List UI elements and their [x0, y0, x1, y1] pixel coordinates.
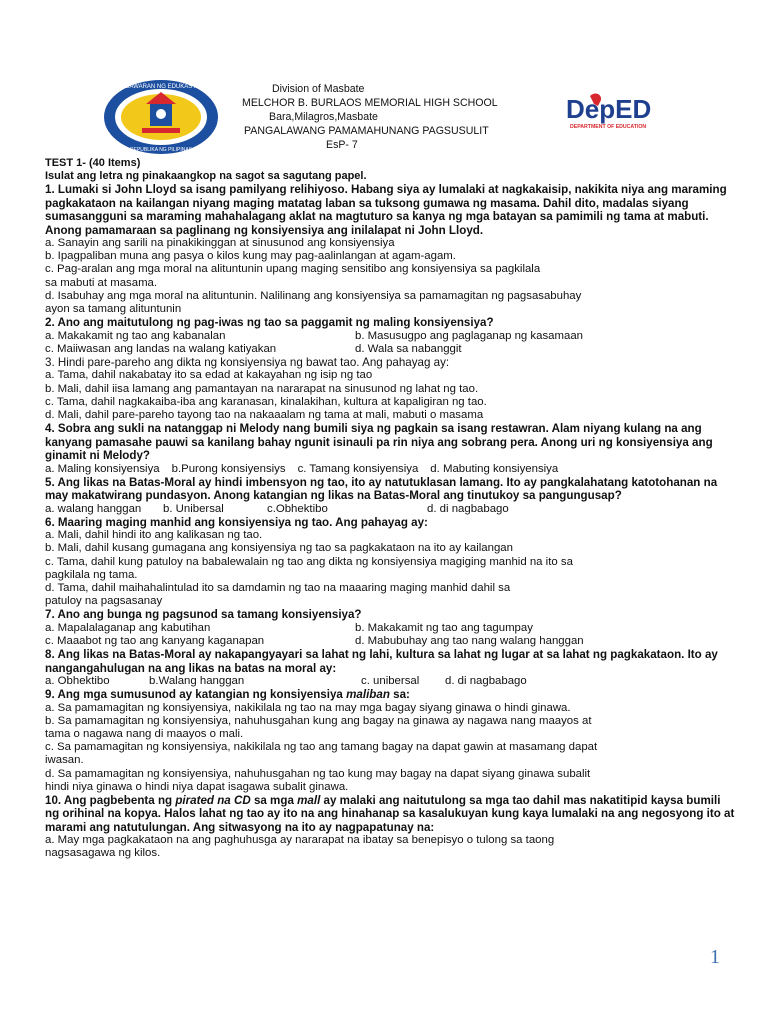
q5-options-row [45, 503, 735, 516]
q2-options-row-2 [45, 343, 735, 356]
question-6: 6. Maaring maging manhid ang konsiyensiya ng tao. Ang pahayag ay: [45, 515, 428, 529]
q1-option-b: b. Ipagpaliban muna ang pasya o kilos kung may pag-aalinlangan at agam-agam. [45, 250, 456, 263]
deped-logo-text: DepED [566, 94, 652, 124]
q5-option-a: a. walang hanggan [45, 502, 142, 515]
question-10 [45, 794, 735, 834]
school-info [242, 82, 542, 152]
q4-option-a: a. Maling konsiyensiya [45, 462, 160, 475]
deped-wordmark-logo [566, 92, 666, 132]
subject-line: EsP- 7 [326, 139, 358, 151]
q10-text-pre: 10. Ang pagbebenta ng [45, 794, 176, 807]
deped-seal-logo [102, 78, 220, 156]
q10-text-emphasis-1: pirated na CD [175, 794, 251, 807]
q9-text-pre: 9. Ang mga sumusunod ay katangian ng konsiyensiya [45, 688, 347, 702]
q9-option-a: a. Sa pamamagitan ng konsiyensiya, nakikilala ng tao na may mga bagay siyang ginawa o hindi ginawa. [45, 701, 571, 714]
q9-option-c-cont: iwasan. [45, 754, 84, 767]
q6-option-d: d. Tama, dahil maihahalintulad ito sa damdamin ng tao na maaaring maging manhid dahil sa [45, 581, 511, 594]
question-9 [45, 688, 735, 701]
q2-option-c: c. Maiiwasan ang landas na walang katiyakan [45, 342, 277, 355]
q4-option-d: d. Mabuting konsiyensiya [430, 462, 559, 475]
q2-option-a: a. Makakamit ng tao ang kabanalan [45, 329, 226, 342]
q7-option-c: c. Maaabot ng tao ang kanyang kaganapan [45, 634, 265, 647]
deped-logo-subtext: DEPARTMENT OF EDUCATION [570, 124, 647, 130]
q2-option-b: b. Masusugpo ang paglaganap ng kasamaan [355, 329, 583, 342]
q7-option-a: a. Mapalalaganap ang kabutihan [45, 621, 211, 634]
q9-option-b-cont: tama o nagawa nang di maayos o mali. [45, 727, 244, 740]
q10-text-emphasis-2: mall [297, 794, 321, 807]
q3-option-c: c. Tama, dahil nagkakaiba-iba ang karanasan, kinalakihan, kultura at kapaligiran ng tao. [45, 395, 487, 408]
q2-options-row-1 [45, 330, 735, 343]
division-line: Division of Masbate [272, 83, 365, 95]
question-2: 2. Ano ang maitutulong ng pag-iwas ng tao sa paggamit ng maling konsiyensiya? [45, 316, 494, 330]
q3-option-b: b. Mali, dahil iisa lamang ang pamantayan na nararapat na sinusunod ng lahat ng tao. [45, 382, 479, 395]
q5-option-d: d. di nagbabago [427, 502, 509, 515]
q1-option-c-cont: sa mabuti at masama. [45, 276, 158, 289]
q8-option-c: c. unibersal [361, 674, 420, 687]
q8-option-b: b.Walang hanggan [149, 674, 245, 687]
q3-option-d: d. Mali, dahil pare-pareho tayong tao na nakaaalam ng tama at mali, mabuti o masama [45, 409, 484, 422]
question-5: 5. Ang likas na Batas-Moral ay hindi imbensyon ng tao, ito ay natutuklasan lamang. Ito ay pangkalahatang katotohanan na may makatwirang pundasyon. Anong katangian ng likas na Batas-Moral ang tinutukoy sa pangungusap? [45, 475, 718, 503]
q7-option-b: b. Makakamit ng tao ang tagumpay [355, 621, 533, 634]
document-header [90, 78, 670, 156]
q5-option-b: b. Unibersal [163, 502, 224, 515]
test-title: TEST 1- (40 Items) [45, 157, 141, 169]
q4-option-c: c. Tamang konsiyensiya [297, 462, 419, 475]
seal-bottom-text: REPUBLIKA NG PILIPINAS [130, 147, 192, 153]
q1-option-d-cont: ayon sa tamang alituntunin [45, 303, 182, 316]
q8-options-row [45, 675, 735, 688]
q2-option-d: d. Wala sa nabanggit [355, 342, 462, 355]
question-4: 4. Sobra ang sukli na natanggap ni Melody nang bumili siya ng pagkain sa isang restawran. Alam niyang kulang na ang kanyang pamasahe pauwi sa kanilang bahay ngunit isinauli pa rin niya ang sobrang pera. Anong uri ng konsiyensiya ang ginamit ni Melody? [45, 422, 713, 463]
q4-options-row [45, 463, 735, 476]
q6-option-c-cont: pagkilala ng tama. [45, 568, 138, 581]
q6-option-d-cont: patuloy na pagsasanay [45, 595, 163, 608]
test-instruction: Isulat ang letra ng pinakaangkop na sagot sa sagutang papel. [45, 170, 367, 183]
test-content [45, 157, 735, 861]
q10-text-post: ay malaki ang naitutulong sa mga tao dahil mas nakatitipid kaysa bumili ng orihinal na kopya. Halos lahat ng tao ay ito na ang hinahanap sa kasalukuyan kung kaya lumalaki na ang negosyong ito at marami ang natutulungan. Ang sitwasyong na ito ay nagpapatunay na: [45, 794, 735, 834]
q8-option-d: d. di nagbabago [445, 674, 527, 687]
page-number: 1 [710, 946, 720, 968]
q9-text-post: sa: [389, 688, 410, 702]
exam-title-line: PANGALAWANG PAMAMAHUNANG PAGSUSULIT [244, 125, 489, 137]
q9-text-emphasis: maliban [346, 688, 390, 702]
q1-option-c: c. Pag-aralan ang mga moral na alituntunin upang maging sensitibo ang konsiyensiya sa pagkilala [45, 263, 541, 276]
school-address-line: Bara,Milagros,Masbate [269, 111, 378, 123]
q10-text-mid: sa mga [250, 794, 298, 807]
question-3: 3. Hindi pare-pareho ang dikta ng konsiyensiya ng bawat tao. Ang pahayag ay: [45, 356, 450, 370]
q8-option-a: a. Obhektibo [45, 674, 110, 687]
question-8: 8. Ang likas na Batas-Moral ay nakapangyayari sa lahat ng lahi, kultura sa lahat ng lugar at sa lahat ng pagkakataon. Ito ay nangangahulugan na ang likas na batas na moral ay: [45, 648, 718, 675]
q10-option-a-cont: nagsasagawa ng kilos. [45, 847, 161, 860]
q7-options-row-1 [45, 622, 735, 635]
q6-option-b: b. Mali, dahil kusang gumagana ang konsiyensiya ng tao sa pagkakataon na ito ay kailangan [45, 542, 513, 555]
q9-option-b: b. Sa pamamagitan ng konsiyensiya, nahuhusgahan kung ang bagay na ginawa ay nagawa nang maayos at [45, 714, 592, 727]
q1-option-a: a. Sanayin ang sarili na pinakikinggan at sinusunod ang konsiyensiya [45, 237, 395, 250]
q9-option-d-cont: hindi niya ginawa o hindi niya dapat isagawa subalit ginawa. [45, 780, 349, 793]
question-7: 7. Ano ang bunga ng pagsunod sa tamang konsiyensiya? [45, 608, 362, 622]
school-name-line: MELCHOR B. BURLAOS MEMORIAL HIGH SCHOOL [242, 97, 498, 109]
q6-option-a: a. Mali, dahil hindi ito ang kalikasan ng tao. [45, 529, 263, 542]
q5-option-c: c.Obhektibo [267, 502, 328, 515]
q9-option-c: c. Sa pamamagitan ng konsiyensiya, nakikilala ng tao ang tamang bagay na dapat gawin at masamang dapat [45, 741, 598, 754]
q6-option-c: c. Tama, dahil kung patuloy na babalewalain ng tao ang dikta ng konsiyensiya magiging manhid na ito sa [45, 555, 573, 568]
q4-option-b: b.Purong konsiyensiys [171, 462, 286, 475]
q9-option-d: d. Sa pamamagitan ng konsiyensiya, nahuhusgahan ng tao kung may bagay na dapat siyang ginawa subalit [45, 767, 591, 780]
q3-option-a: a. Tama, dahil nakabatay ito sa edad at kakayahan ng isip ng tao [45, 369, 373, 382]
question-1: 1. Lumaki si John Lloyd sa isang pamilyang relihiyoso. Habang siya ay lumalaki at nagkakaisip, nakikita niya ang maraming pagkakataon na kailangan niyang maging matatag laban sa tuksong gumawa ng masama. Dahil dito, madalas siyang sumasangguni sa maraming mahahalagang aklat na magtuturo sa kanya ng mga batayan sa pamimili ng tama at mabuti. Anong pamamaraan sa paglinang ng konsiyensiya ang inilalapat ni John Lloyd. [45, 183, 727, 237]
seal-top-text: KAGAWARAN NG EDUKASYON [116, 84, 206, 90]
q1-option-d: d. Isabuhay ang mga moral na alituntunin. Nalilinang ang konsiyensiya sa pamamagitan ng pagsasabuhay [45, 289, 582, 302]
q7-option-d: d. Mabubuhay ang tao nang walang hanggan [355, 634, 584, 647]
q7-options-row-2 [45, 635, 735, 648]
q10-option-a: a. May mga pagkakataon na ang paghuhusga ay nararapat na ibatay sa benepisyo o tulong sa taong [45, 834, 555, 847]
